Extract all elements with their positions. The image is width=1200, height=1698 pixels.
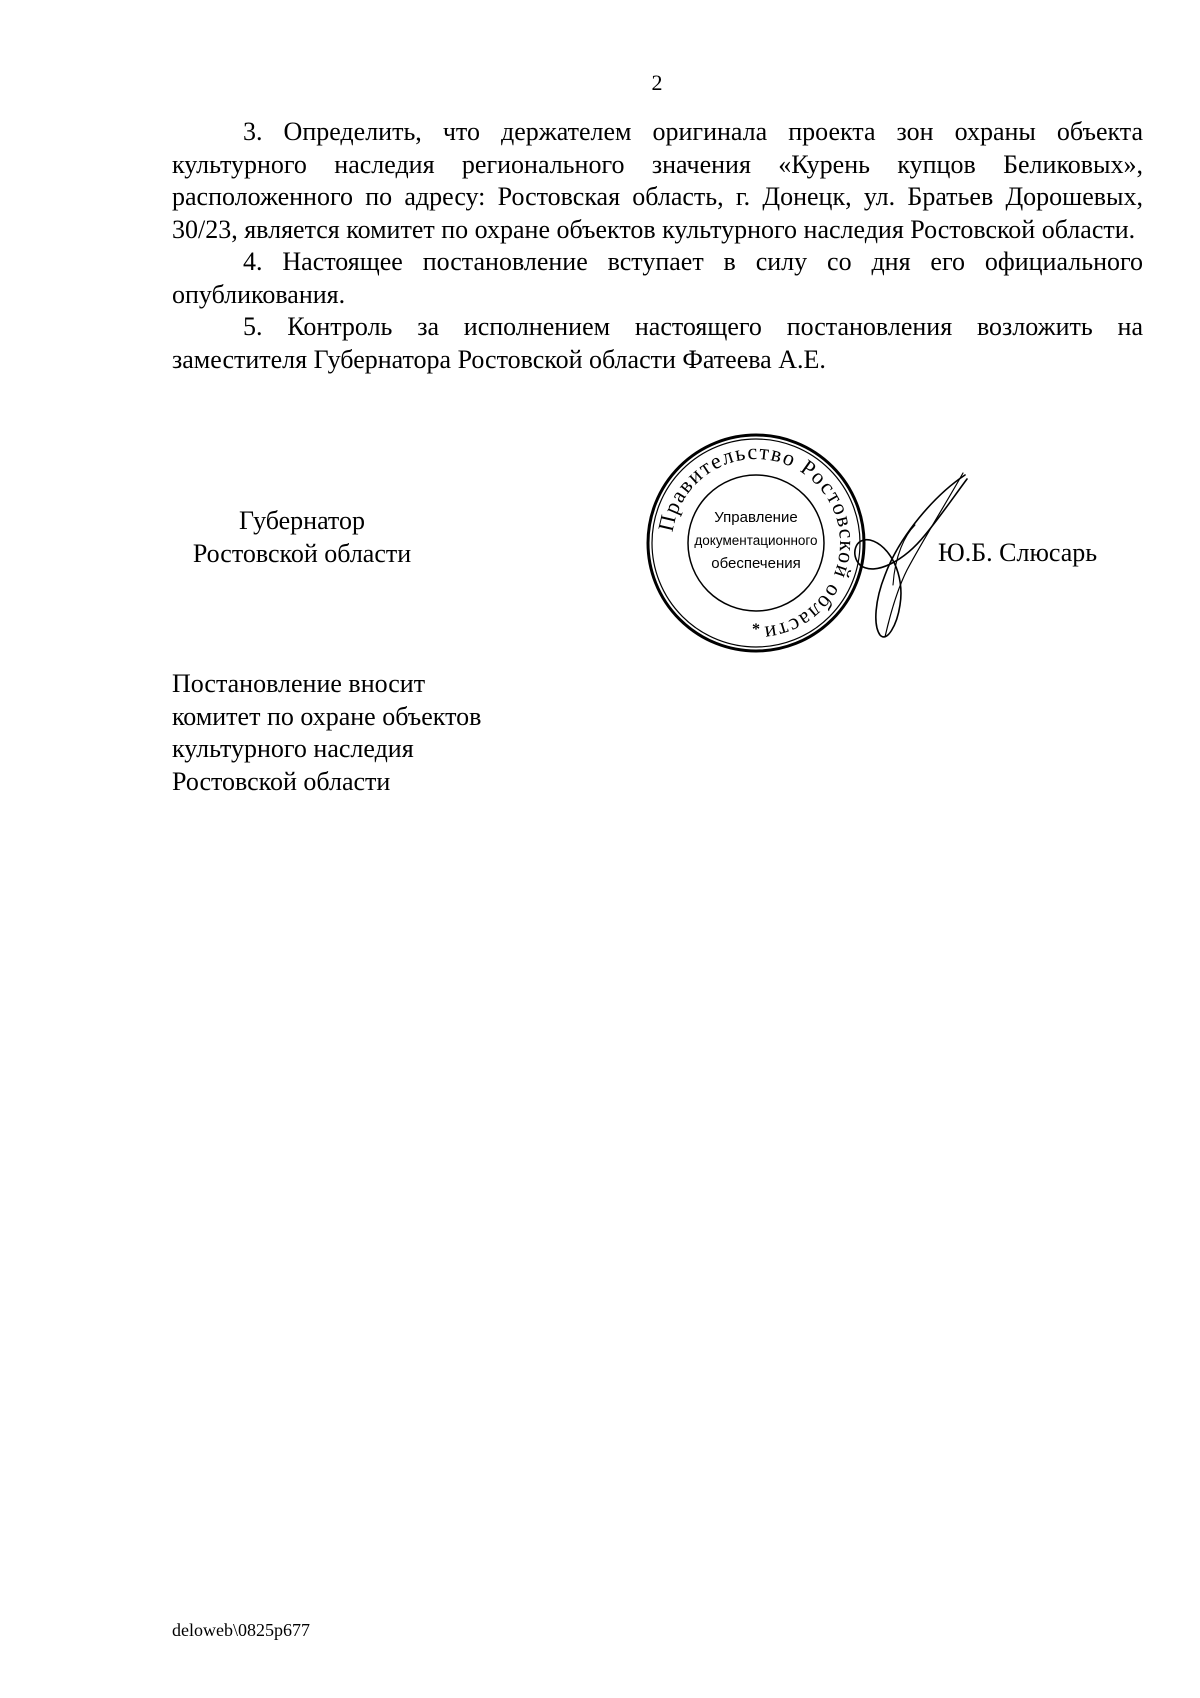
submitter-line4: Ростовской области [172,766,391,796]
signer-title [172,505,432,570]
submitter-note [172,668,481,798]
stamp-inner-line1: Управление [714,509,798,526]
signer-title-line2: Ростовской области [192,538,412,568]
page-number: 2 [651,70,663,95]
signer-title-line1: Губернатор [239,506,365,535]
footer-code: deloweb\0825p677 [172,1620,310,1640]
submitter-line2: комитет по охране объектов [172,701,482,731]
signer-name: Ю.Б. Слюсарь [938,538,1098,567]
paragraph-5: 5. Контроль за исполнением настоящего постановления возложить на заместителя Губернатора Ростовской области Фатеева А.Е. [172,312,1143,374]
stamp-outer-text: Правительство Ростовской области [652,438,861,647]
stamp-inner-line2: документационного [694,533,818,548]
submitter-line1: Постановление вносит [172,669,426,698]
stamp-inner-line3: обеспечения [711,555,801,572]
signature-block [0,0,1200,700]
paragraph-4: 4. Настоящее постановление вступает в силу со дня его официального опубликования. [172,247,1143,309]
paragraph-3: 3. Определить, что держателем оригинала проекта зон охраны объекта культурного наследия регионального значения «Курень купцов Беликовых», расположенного по адресу: Ростовская область, г. Донецк, ул. Братьев Дорошевых, 30/23, является комитет по охране объектов культурного наследия Ростовской области. [172,117,1143,244]
official-stamp [645,432,867,654]
stamp-mark: * [752,621,760,638]
submitter-line3: культурного наследия [172,734,414,763]
